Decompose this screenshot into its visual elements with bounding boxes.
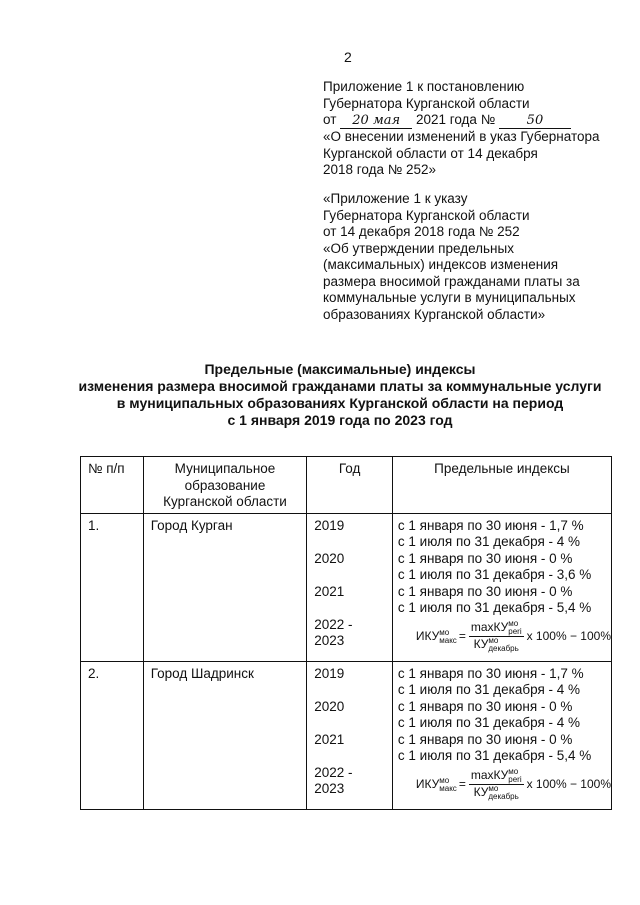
index-line: с 1 июля по 31 декабря - 4 % [397, 682, 581, 697]
formula-num-sup: мо [508, 767, 519, 776]
formula-fraction [469, 620, 524, 653]
title-line: с 1 января 2019 года по 2023 год [227, 412, 453, 428]
year-cell: 2020 [314, 698, 345, 714]
title-line: в муниципальных образованиях Курганской области на период [116, 395, 564, 411]
decree-line: образованиях Курганской области» [323, 306, 546, 322]
header-municipality-line: образование [184, 477, 266, 493]
index-line: с 1 января по 30 июня - 0 % [397, 583, 573, 599]
table-row [81, 513, 612, 661]
formula-denominator: КУ [473, 637, 489, 652]
index-line: с 1 января по 30 июня - 0 % [397, 731, 573, 747]
header-num: № п/п [81, 457, 144, 514]
appendix-line-6: 2018 года № 252» [323, 162, 437, 177]
handwritten-number: 50 [499, 114, 571, 129]
decree-line: (максимальных) индексов изменения [323, 257, 559, 272]
header-year: Год [307, 457, 393, 514]
formula-fraction [469, 768, 524, 801]
row-years [307, 513, 393, 661]
formula-num-sup: мо [508, 619, 519, 628]
page-number: 2 [344, 49, 352, 65]
year-range-end: 2023 [314, 633, 345, 648]
formula-eq: = [458, 629, 466, 644]
decree-line: размера вносимой гражданами платы за [323, 273, 580, 289]
formula-lhs-sup: мо [439, 627, 450, 637]
appendix-line-2: Губернатора Курганской области [323, 95, 530, 111]
row-years [307, 661, 393, 809]
year-range-start: 2022 - [314, 616, 353, 632]
year-cell [314, 617, 392, 657]
year-text: 2021 года № [415, 112, 496, 127]
year-range-end: 2023 [314, 781, 345, 796]
appendix-line-5: Курганской области от 14 декабря [323, 145, 538, 161]
index-line: с 1 июля по 31 декабря - 5,4 % [397, 600, 592, 615]
appendix-line-1: Приложение 1 к постановлению [323, 79, 525, 94]
appendix-date-line [323, 112, 600, 129]
formula-numerator: maxКУ [470, 620, 509, 635]
formula-den-sub: декабрь [488, 792, 519, 801]
formula-eq: = [458, 777, 466, 792]
formula-numerator: maxКУ [470, 768, 509, 783]
table-header-row [81, 457, 612, 514]
formula-num-sub: peri [508, 775, 522, 784]
year-cell: 2019 [314, 517, 345, 533]
appendix-block-resolution [323, 79, 600, 179]
index-line: с 1 января по 30 июня - 0 % [397, 698, 573, 714]
row-municipality: Город Курган [143, 513, 307, 661]
formula-den-sub: декабрь [488, 644, 519, 653]
row-indices [392, 661, 611, 809]
year-cell: 2021 [314, 583, 345, 599]
appendix-block-decree [323, 191, 580, 323]
row-num: 1. [81, 513, 144, 661]
row-municipality: Город Шадринск [143, 661, 307, 809]
formula-lhs-sub: макс [439, 635, 457, 645]
decree-line: «Об утверждении предельных [323, 240, 514, 256]
formula-lhs-sup: мо [439, 775, 450, 785]
formula-tail: x 100% − 100% [526, 777, 611, 792]
appendix-line-4: «О внесении изменений в указ Губернатора [323, 129, 600, 144]
year-cell: 2021 [314, 731, 345, 747]
formula-denominator: КУ [473, 785, 489, 800]
formula-lhs: ИКУ [415, 777, 440, 792]
index-line: с 1 июля по 31 декабря - 4 % [397, 715, 581, 730]
formula-tail: x 100% − 100% [526, 629, 611, 644]
decree-line: коммунальные услуги в муниципальных [323, 290, 576, 305]
indices-table [80, 456, 612, 810]
title-line: изменения размера вносимой гражданами платы за коммунальные услуги [78, 378, 602, 394]
formula [398, 765, 611, 805]
index-line: с 1 июля по 31 декабря - 5,4 % [397, 748, 592, 763]
index-line: с 1 января по 30 июня - 1,7 % [397, 665, 584, 681]
decree-line: от 14 декабря 2018 года № 252 [323, 224, 520, 239]
year-cell [314, 765, 392, 805]
row-indices [392, 513, 611, 661]
index-line: с 1 января по 30 июня - 1,7 % [397, 517, 584, 533]
decree-line: «Приложение 1 к указу [323, 191, 468, 206]
header-indices: Предельные индексы [392, 457, 611, 514]
index-line: с 1 января по 30 июня - 0 % [397, 550, 573, 566]
title-line: Предельные (максимальные) индексы [204, 361, 476, 377]
handwritten-date: 20 мая [340, 114, 412, 129]
formula-den-sup: мо [488, 784, 499, 793]
decree-line: Губернатора Курганской области [323, 207, 530, 223]
table-row [81, 661, 612, 809]
year-range-start: 2022 - [314, 764, 353, 780]
index-line: с 1 июля по 31 декабря - 3,6 % [397, 567, 592, 582]
year-cell: 2019 [314, 665, 345, 681]
row-num: 2. [81, 661, 144, 809]
formula-num-sub: peri [508, 627, 522, 636]
header-municipality-line: Курганской области [163, 494, 287, 509]
header-municipality [143, 457, 307, 514]
date-prefix: от [323, 112, 337, 127]
formula [398, 617, 611, 657]
header-municipality-line: Муниципальное [174, 461, 276, 476]
formula-lhs: ИКУ [415, 629, 440, 644]
formula-den-sup: мо [488, 636, 499, 645]
index-line: с 1 июля по 31 декабря - 4 % [397, 534, 581, 549]
document-title [60, 361, 620, 429]
year-cell: 2020 [314, 550, 345, 566]
formula-lhs-sub: макс [439, 783, 457, 793]
